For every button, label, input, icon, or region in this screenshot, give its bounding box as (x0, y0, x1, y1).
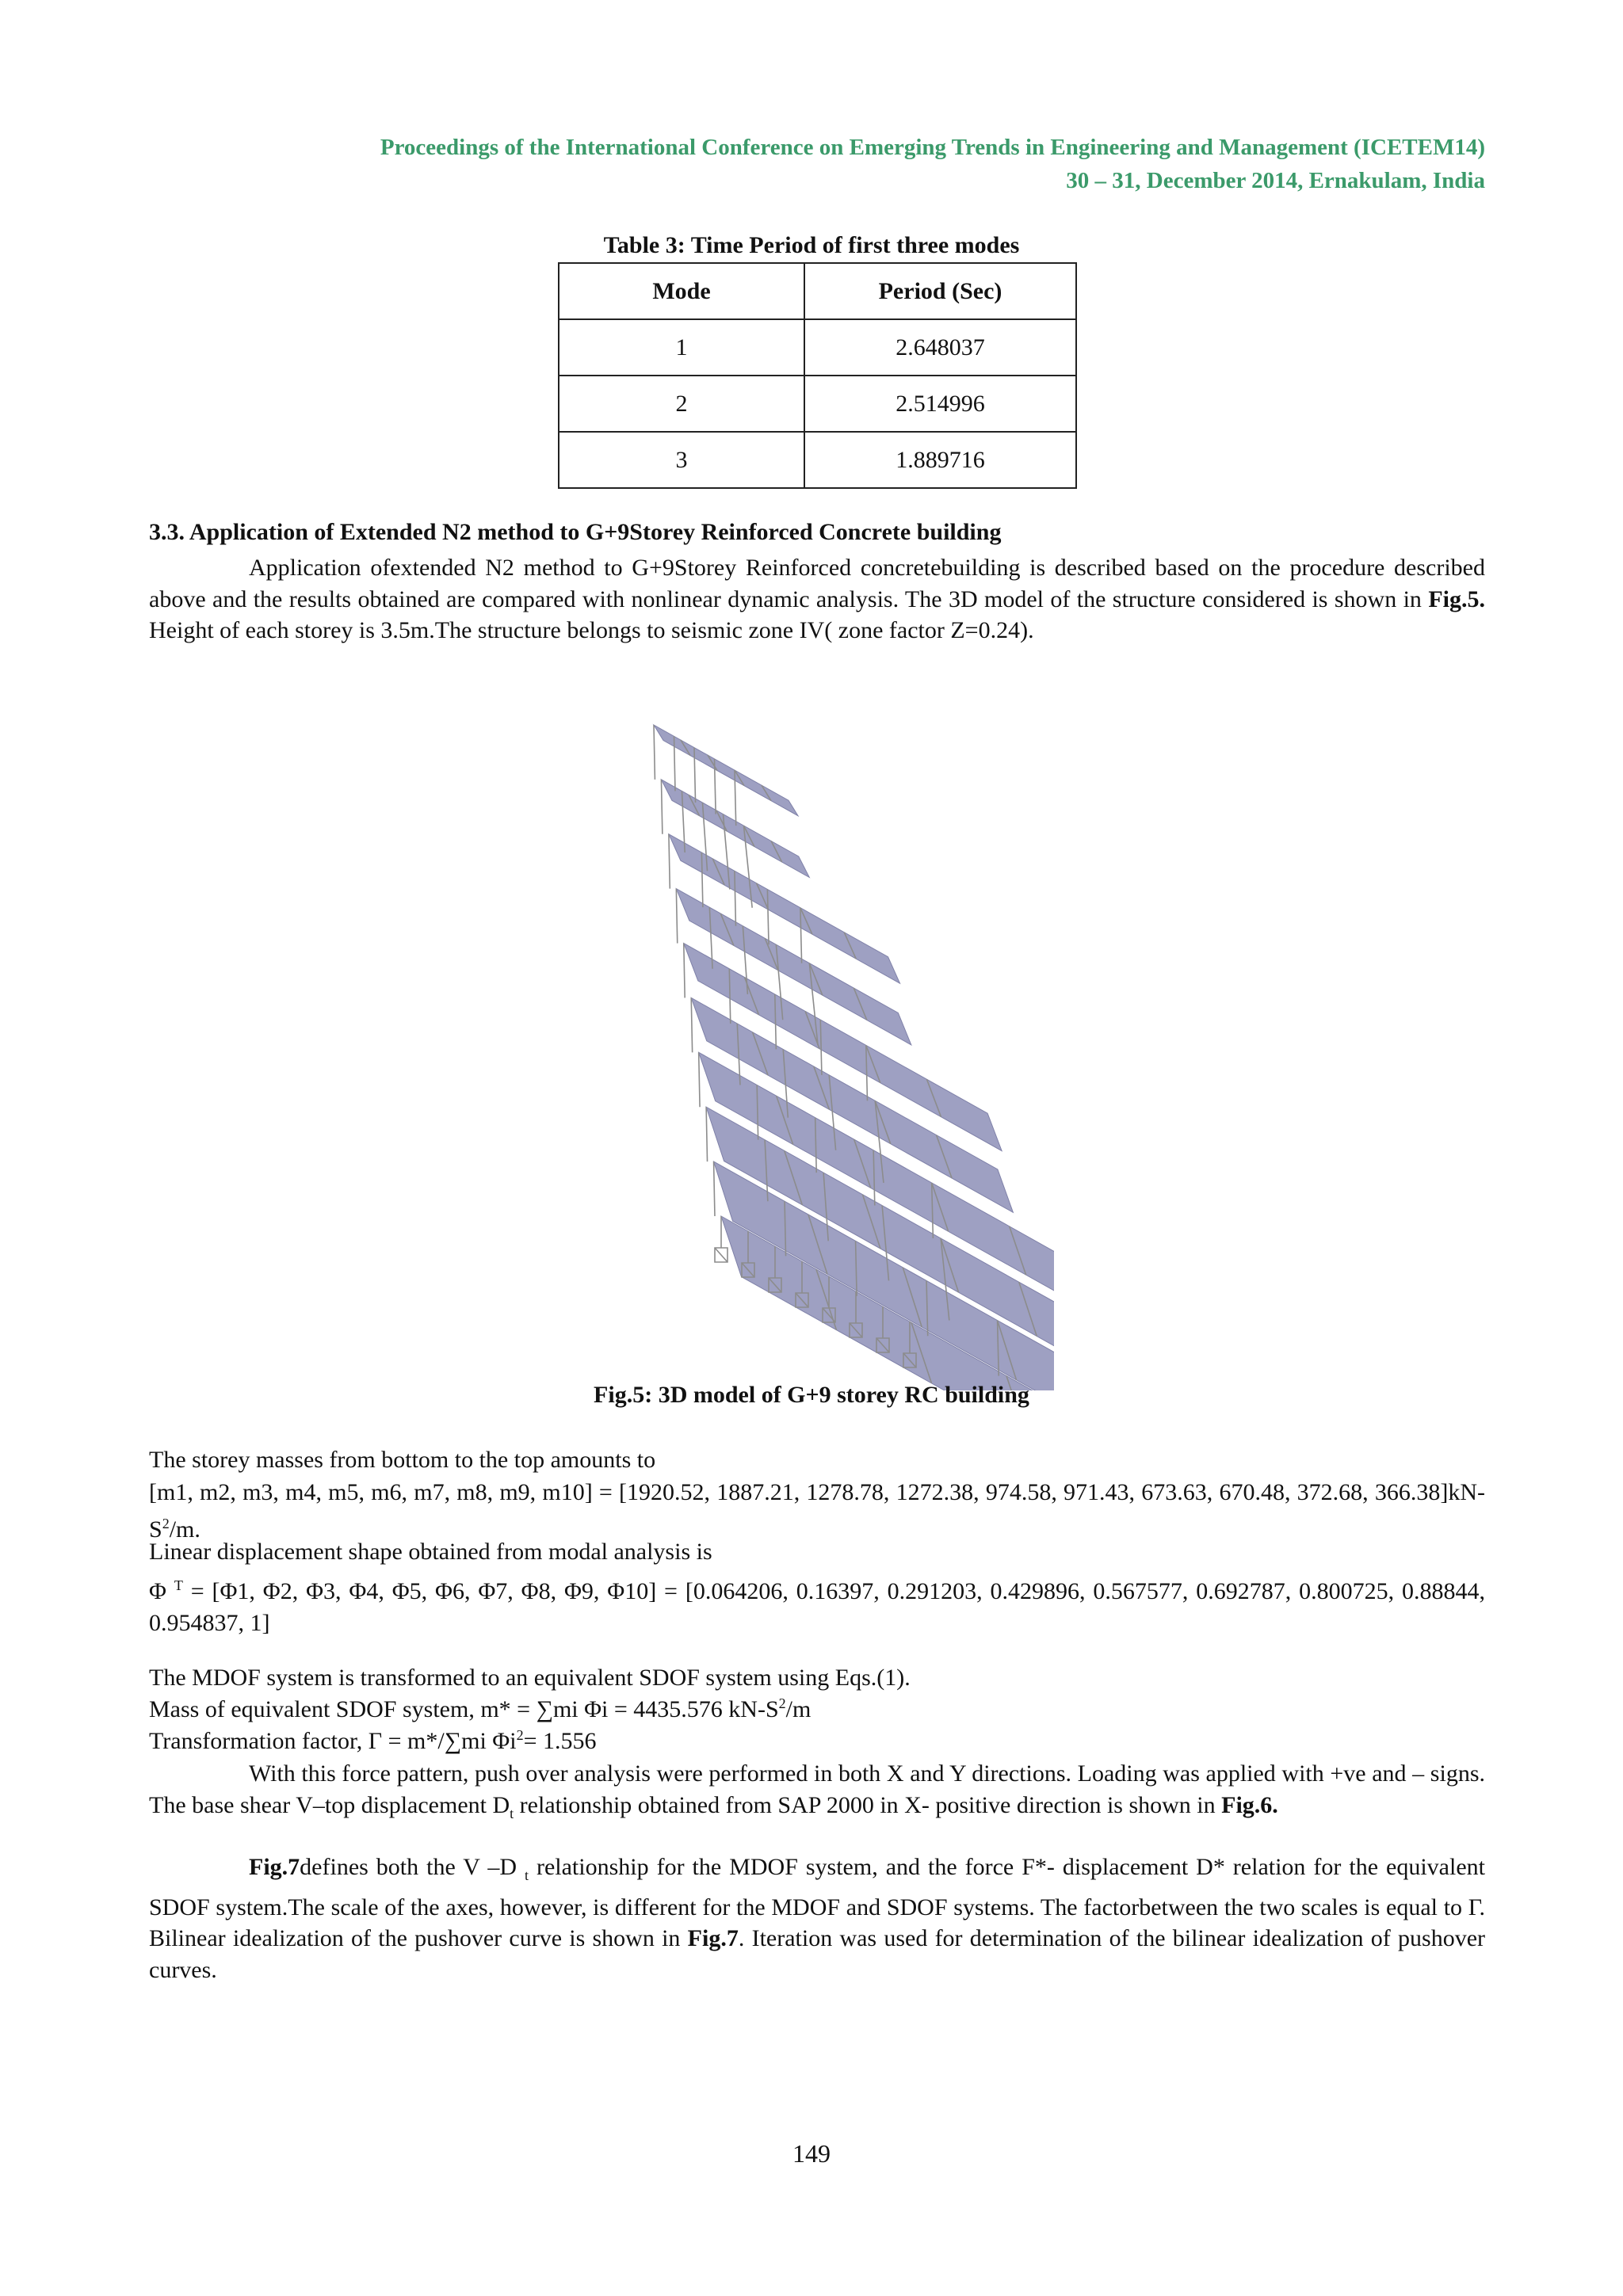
period-cell: 2.514996 (804, 376, 1076, 432)
fig7-paragraph: Fig.7defines both the V –D $_t$ relationship for the MDOF system, and the force F*- displacement D* relation for the equivalent SDOF system.The scale of the axes, however, is different for the MDOF and SDOF systems. The factorbetween the two scales is equal to Γ. Bilinear idealization of the pushover curve is shown in Fig.7. Iteration was used for determination of the bilinear idealization of pushover curves. (149, 1854, 1486, 1983)
mode-cell: 1 (559, 319, 804, 376)
section-heading: 3.3. Application of Extended N2 method to G+9Storey Reinforced Concrete building (149, 519, 1002, 545)
shape-intro: Linear displacement shape obtained from modal analysis is (149, 1539, 712, 1565)
column-line (684, 944, 685, 998)
pushover-paragraph: With this force pattern, push over analysis were performed in both X and Y directions. Loading was applied with +ve and – signs. The base shear V–top displacement $D_t$ relationship obtained from SAP 2000 in X- positive direction is shown in Fig.6. (149, 1760, 1485, 1821)
table-caption: Table 3: Time Period of first three modes (603, 232, 1020, 258)
conference-date: 30 – 31, December 2014, Ernakulam, India (1066, 168, 1485, 193)
column-line (714, 1161, 715, 1216)
column-header-mode: Mode (559, 263, 804, 319)
mode-cell: 3 (559, 432, 804, 488)
table-row (559, 376, 1076, 432)
section-paragraph: Application ofextended N2 method to G+9Storey Reinforced concretebuilding is described based on the procedure described above and the results obtained are compared with nonlinear dynamic analysis. The 3D model of the structure considered is shown in Fig.5. Height of each storey is 3.5m.The structure belongs to seismic zone IV( zone factor Z=0.24). (149, 555, 1485, 643)
building-3d-model-figure (626, 709, 1054, 1390)
support-cross (715, 1248, 727, 1262)
table-header-row (559, 263, 1076, 319)
sdof-transform: The MDOF system is transformed to an equivalent SDOF system using Eqs.(1). (149, 1665, 911, 1691)
column-line (669, 834, 670, 889)
column-line (661, 780, 662, 834)
time-period-table (558, 262, 1077, 489)
column-line (691, 997, 692, 1052)
shape-values: Φ $^T$ = [Φ1, Φ2, Φ3, Φ4, Φ5, Φ6, Φ7, Φ8, Φ9, Φ10] = [0.064206, 0.16397, 0.291203, 0.429896, 0.567577, 0.692787, 0.800725, 0.88844, 0.954837, 1] (149, 1577, 1485, 1636)
column-header-period: Period (Sec) (804, 263, 1076, 319)
mode-cell: 2 (559, 376, 804, 432)
conference-header: Proceedings of the International Conference on Emerging Trends in Engineering and Management (ICETEM14) (380, 135, 1485, 160)
column-line (699, 1052, 700, 1107)
table-row (559, 432, 1076, 488)
floor-slabs (654, 725, 1054, 1390)
column-line (654, 725, 655, 780)
transformation-factor: Transformation factor, Γ = m*/∑mi $\Phi i^2= 1.556$ (149, 1727, 597, 1754)
column-line (706, 1107, 707, 1161)
period-cell: 2.648037 (804, 319, 1076, 376)
column-line (676, 889, 677, 944)
figure-caption: Fig.5: 3D model of G+9 storey RC building (594, 1382, 1029, 1408)
table-row (559, 319, 1076, 376)
period-cell: 1.889716 (804, 432, 1076, 488)
page-number: 149 (792, 2139, 831, 2168)
sdof-mass: Mass of equivalent SDOF system, m* = ∑mi Φi = 4435.576 $kN-S^2/m$ (149, 1695, 812, 1722)
masses-values: [m1, m2, m3, m4, m5, m6, m7, m8, m9, m10] = [1920.52, 1887.21, 1278.78, 1272.38, 974.58, 971.43, 673.63, 670.48, 372.68, $366.38]kN-S^2/m$. (149, 1479, 1485, 1543)
masses-intro: The storey masses from bottom to the top amounts to (149, 1447, 656, 1473)
